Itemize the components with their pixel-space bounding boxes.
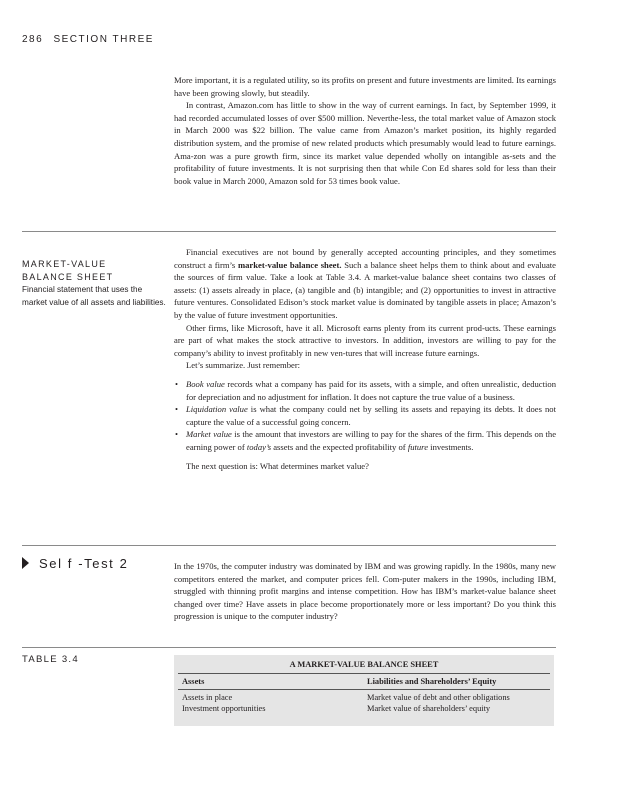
key-term: market-value balance sheet. <box>237 259 342 270</box>
margin-definition: Financial statement that uses the market value of all assets and liabilities. <box>22 285 166 307</box>
table-rule <box>178 689 550 690</box>
section-divider <box>22 231 556 232</box>
section-divider <box>22 545 556 546</box>
margin-term <box>22 258 162 283</box>
paragraph <box>174 246 556 322</box>
table-cell: Investment opportunities <box>182 704 266 713</box>
bullet-term: Market value <box>186 429 232 440</box>
emphasis: today’s <box>246 441 272 452</box>
bullet-marker: • <box>175 429 179 440</box>
paragraph: More important, it is a regulated utility, so its profits on present and future investments are limited. Its earnings have been growing slowly, but steadily. <box>174 75 556 98</box>
list-item <box>174 378 556 403</box>
top-text-block <box>174 74 556 187</box>
bullet-marker: • <box>175 378 179 389</box>
balance-sheet-table <box>174 655 554 726</box>
table-header-assets: Assets <box>182 677 205 686</box>
emphasis: future <box>407 441 429 452</box>
section-divider <box>22 647 556 648</box>
middle-text-block <box>174 246 556 472</box>
margin-term-line: MARKET-VALUE <box>22 259 107 269</box>
bullet-term: Liquidation value <box>186 404 248 415</box>
paragraph: The next question is: What determines market value? <box>186 460 369 471</box>
paragraph: Let’s summarize. Just remember: <box>186 360 301 371</box>
table-label: TABLE 3.4 <box>22 654 79 665</box>
self-test-heading <box>22 556 128 571</box>
bullet-text: records what a company has paid for its assets, with a simple, and often unrealistic, deduction for depreciation and no adjustment for inflation. It does not capture the true value of a business. <box>186 378 556 402</box>
text-run: Financial executives are not bound by generally accepted accounting principles, and they sometimes construct a firm’s <box>174 247 556 270</box>
triangle-marker-icon <box>22 557 29 569</box>
table-rule <box>178 673 550 674</box>
bullet-text: assets and the expected profitability of <box>271 441 408 452</box>
list-item <box>174 403 556 428</box>
table-cell: Assets in place <box>182 693 233 702</box>
summary-list <box>174 378 556 454</box>
bullet-text: is what the company could net by selling its assets and repaying its debts. It does not capture the value of a successful going concern. <box>186 404 556 427</box>
list-item <box>174 428 556 453</box>
margin-term-line: BALANCE SHEET <box>22 271 114 282</box>
bullet-text: is the amount that investors are willing to pay for the shares of the firm. This depends on the earning power of <box>186 429 557 452</box>
self-test-label: Sel f -Test 2 <box>39 556 129 571</box>
table-title: A MARKET-VALUE BALANCE SHEET <box>289 660 439 669</box>
self-test-text-block <box>174 560 556 623</box>
paragraph: In the 1970s, the computer industry was dominated by IBM and was growing rapidly. In the 1980s, many new competitors entered the market, and computer prices fell. Com-puter makers in the 1990s, including IBM, struggled with thinning profit margins and intense competition. How has IBM’s market-value balance sheet changed over time? Have assets in place become proportionately more or less important? Do you think this progression is unique to the computer industry? <box>174 561 556 622</box>
table-cell: Market value of debt and other obligations <box>367 693 510 702</box>
bullet-text: investments. <box>428 441 474 452</box>
paragraph: Other firms, like Microsoft, have it all. Microsoft earns plenty from its current prod-ucts. These earnings are part of what makes the stock attractive to investors. In addition, investors are willing to pay for the company’s ability to invest profitably in new ven-tures that will increase future earnings. <box>174 322 556 358</box>
section-title: SECTION THREE <box>53 34 154 45</box>
bullet-term: Book value <box>186 378 225 389</box>
page-header <box>22 34 154 45</box>
table-cell: Market value of shareholders’ equity <box>367 704 491 713</box>
bullet-marker: • <box>175 404 179 415</box>
table-header-liabilities: Liabilities and Shareholders’ Equity <box>367 677 497 686</box>
paragraph: In contrast, Amazon.com has little to show in the way of current earnings. In fact, by September 1999, it had recorded accumulated losses of over $500 million. Neverthe-less, the total market value of Amazon stock in March 2000 was $22 billion. The value came from Amazon’s market position, its highly regarded distribution system, and the promise of new related products which presumably would lead to future earnings. Ama-zon was a pure growth firm, since its market value depended wholly on intangible as-sets and the profitability of future investments. It is not surprising then that while Con Ed shares sold for less than their book value in March 2000, Amazon sold for 53 times book value. <box>174 100 556 186</box>
page-number: 286 <box>22 34 44 45</box>
text-run: Such a balance sheet helps them to think about and evaluate the sources of firm value. Take a look at Table 3.4. A market-value balance sheet contains two classes of assets: (1) assets already in place, (a) tangible and (b) intangible; and (2) opportunities to invest in attractive future ventures. Consolidated Edison’s stock market value is dominated by tangible assets in place; Amazon’s by the value of future investment opportunities. <box>174 259 556 320</box>
